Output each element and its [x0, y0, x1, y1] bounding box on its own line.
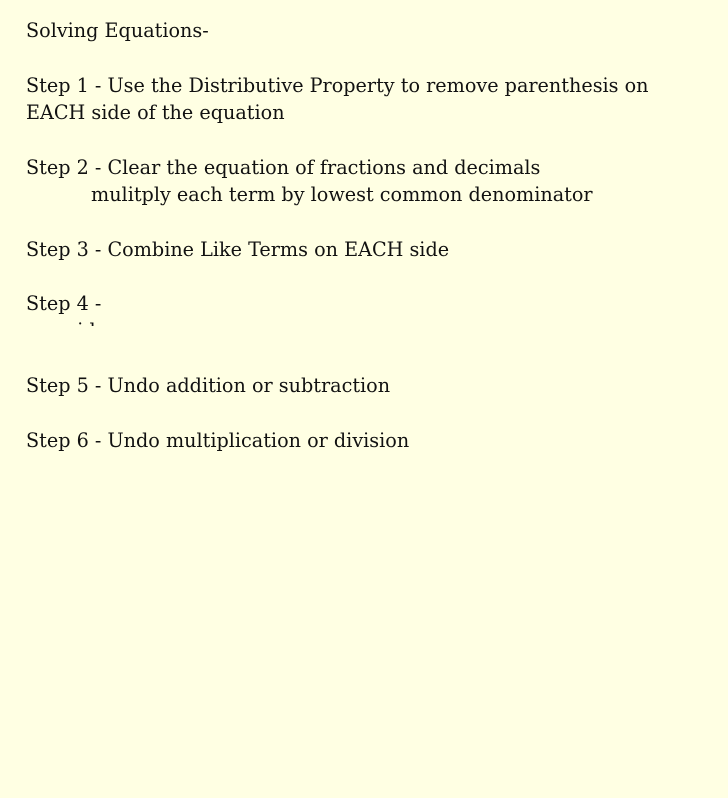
- obscured-step-4-text: [108, 296, 693, 314]
- step-1-line-2: EACH side of the equation: [26, 101, 285, 124]
- step-1-line-1: Step 1 - Use the Distributive Property to remove parenthesis on: [26, 74, 649, 97]
- step-2-line-2: mulitply each term by lowest common denominator: [91, 183, 593, 206]
- step-5-line-1: Step 5 - Undo addition or subtraction: [26, 374, 391, 397]
- document-title: Solving Equations-: [26, 19, 209, 42]
- step-4-line-1: Step 4 -: [26, 292, 102, 315]
- obscured-title-text: [230, 22, 380, 40]
- step-2-line-1: Step 2 - Clear the equation of fractions and decimals: [26, 156, 541, 179]
- obscured-step-4-line-2: [26, 326, 306, 340]
- step-6-line-1: Step 6 - Undo multiplication or division: [26, 429, 410, 452]
- step-3-line-1: Step 3 - Combine Like Terms on EACH side: [26, 238, 450, 261]
